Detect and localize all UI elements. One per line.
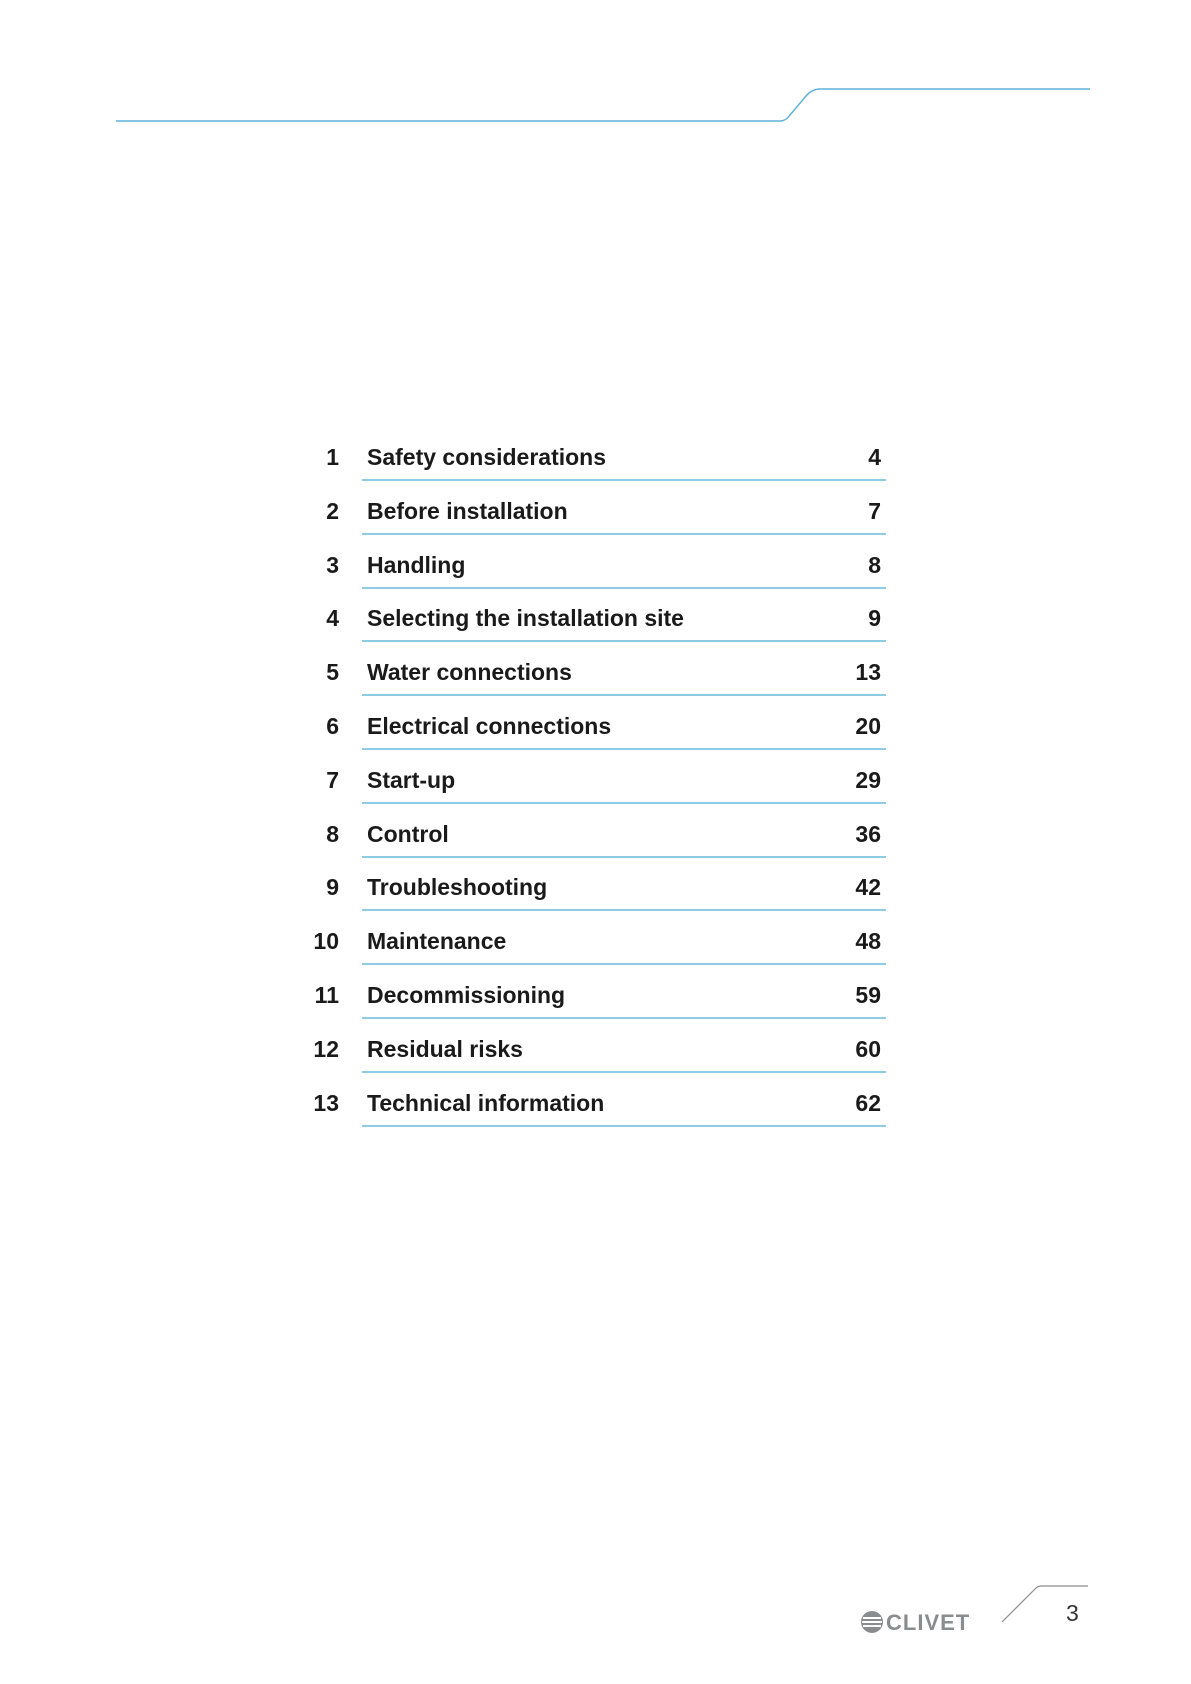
toc-entry-11[interactable] — [300, 978, 886, 1032]
toc-page-number[interactable]: 29 — [855, 766, 881, 793]
clivet-logo — [860, 1606, 985, 1638]
toc-entry-9[interactable] — [300, 870, 886, 924]
toc-underline — [362, 802, 886, 804]
toc-title[interactable]: Residual risks — [367, 1035, 523, 1062]
toc-page-number[interactable]: 20 — [855, 712, 881, 739]
toc-underline — [362, 533, 886, 535]
toc-underline — [362, 479, 886, 481]
toc-number: 5 — [326, 659, 339, 686]
toc-title[interactable]: Selecting the installation site — [367, 605, 684, 632]
toc-title[interactable]: Troubleshooting — [367, 874, 548, 901]
toc-number: 3 — [326, 551, 339, 578]
toc-underline — [362, 963, 886, 965]
toc-underline — [362, 640, 886, 642]
toc-number: 11 — [314, 981, 339, 1008]
toc-number: 6 — [326, 712, 339, 739]
page-number: 3 — [1066, 1600, 1079, 1626]
toc-page-number[interactable]: 60 — [855, 1035, 881, 1062]
toc-entry-7[interactable] — [300, 763, 886, 817]
toc-entry-4[interactable] — [300, 601, 886, 655]
toc-entry-8[interactable] — [300, 817, 886, 871]
toc-page-number[interactable]: 62 — [855, 1089, 881, 1116]
header-decorative-line — [0, 0, 1191, 140]
toc-entry-2[interactable] — [300, 494, 886, 548]
toc-entry-10[interactable] — [300, 924, 886, 978]
toc-title[interactable]: Maintenance — [367, 928, 507, 955]
toc-title[interactable]: Electrical connections — [367, 712, 612, 739]
toc-page-number[interactable]: 59 — [855, 981, 881, 1008]
toc-underline — [362, 1071, 886, 1073]
toc-entry-5[interactable] — [300, 655, 886, 709]
toc-underline — [362, 856, 886, 858]
toc-entry-6[interactable] — [300, 709, 886, 763]
toc-number: 9 — [326, 874, 339, 901]
toc-underline — [362, 909, 886, 911]
toc-page-number[interactable]: 36 — [855, 820, 881, 847]
toc-underline — [362, 748, 886, 750]
toc-page-number[interactable]: 9 — [868, 605, 881, 632]
table-of-contents — [300, 440, 886, 1139]
toc-underline — [362, 587, 886, 589]
toc-page-number[interactable]: 7 — [868, 497, 881, 524]
toc-page-number[interactable]: 4 — [868, 444, 881, 470]
toc-title[interactable]: Start-up — [367, 766, 456, 793]
toc-entry-13[interactable] — [300, 1086, 886, 1140]
toc-page-number[interactable]: 48 — [855, 928, 881, 955]
toc-underline — [362, 694, 886, 696]
toc-number: 1 — [326, 444, 339, 470]
toc-entry-1[interactable] — [300, 440, 886, 494]
toc-title[interactable]: Control — [367, 820, 449, 847]
toc-title[interactable]: Decommissioning — [367, 981, 566, 1008]
toc-number: 12 — [313, 1035, 339, 1062]
toc-entry-12[interactable] — [300, 1032, 886, 1086]
toc-title[interactable]: Technical information — [367, 1089, 605, 1116]
toc-page-number[interactable]: 13 — [855, 659, 881, 686]
toc-number: 13 — [313, 1089, 339, 1116]
toc-underline — [362, 1125, 886, 1127]
toc-title[interactable]: Safety considerations — [367, 444, 607, 470]
toc-number: 4 — [326, 605, 339, 632]
toc-page-number[interactable]: 8 — [868, 551, 881, 578]
toc-title[interactable]: Water connections — [367, 659, 572, 686]
toc-number: 10 — [313, 928, 339, 955]
toc-underline — [362, 1017, 886, 1019]
toc-number: 8 — [326, 820, 339, 847]
toc-title[interactable]: Handling — [367, 551, 466, 578]
toc-number: 2 — [326, 497, 339, 524]
toc-entry-3[interactable] — [300, 548, 886, 602]
toc-title[interactable]: Before installation — [367, 497, 568, 524]
toc-page-number[interactable]: 42 — [855, 874, 881, 901]
toc-number: 7 — [326, 766, 339, 793]
svg-text:CLIVET: CLIVET — [886, 1610, 971, 1635]
